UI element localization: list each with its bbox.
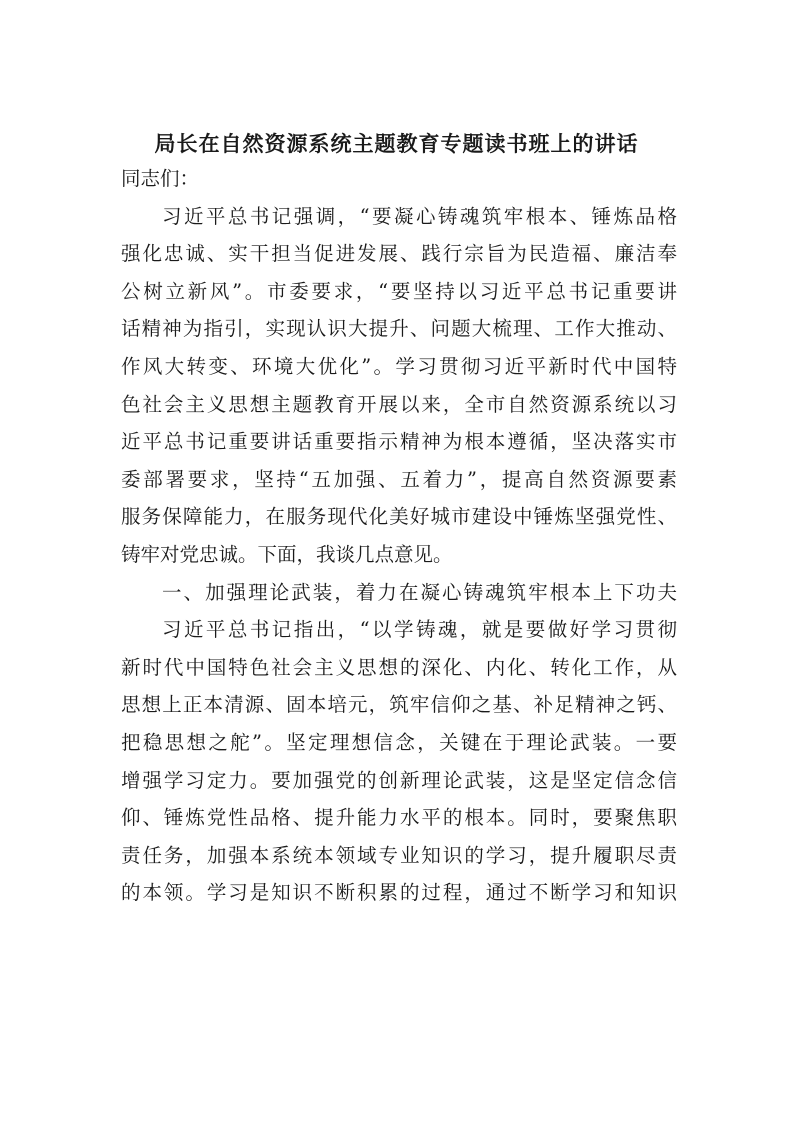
body-line: 把稳思想之舵”。坚定理想信念，关键在于理论武装。一要	[121, 730, 677, 754]
document-title: 局长在自然资源系统主题教育专题读书班上的讲话	[154, 131, 639, 156]
body-line: 公树立新风”。市委要求，“要坚持以习近平总书记重要讲	[121, 279, 677, 303]
body-line: 强化忠诚、实干担当促进发展、践行宗旨为民造福、廉洁奉	[121, 242, 677, 266]
body-line: 近平总书记重要讲话重要指示精神为根本遵循，坚决落实市	[121, 430, 677, 454]
body-line: 色社会主义思想主题教育开展以来，全市自然资源系统以习	[121, 392, 677, 416]
body-line: 同志们：	[121, 167, 200, 190]
document-body	[121, 160, 677, 912]
body-line: 话精神为指引，实现认识大提升、问题大梳理、工作大推动、	[121, 317, 677, 341]
body-line: 习近平总书记指出，“以学铸魂，就是要做好学习贯彻	[162, 618, 677, 642]
body-line: 仰、锤炼党性品格、提升能力水平的根本。同时，要聚焦职	[121, 806, 677, 830]
body-line: 责任务，加强本系统本领域专业知识的学习，提升履职尽责	[121, 843, 677, 867]
body-line: 一、加强理论武装，着力在凝心铸魂筑牢根本上下功夫	[162, 580, 677, 604]
body-line: 思想上正本清源、固本培元，筑牢信仰之基、补足精神之钙、	[121, 693, 677, 717]
body-line: 服务保障能力，在服务现代化美好城市建设中锤炼坚强党性、	[121, 505, 677, 529]
body-line: 委部署要求，坚持“五加强、五着力”，提高自然资源要素	[121, 467, 677, 491]
body-line: 作风大转变、环境大优化”。学习贯彻习近平新时代中国特	[121, 354, 677, 378]
body-line: 增强学习定力。要加强党的创新理论武装，这是坚定信念信	[121, 768, 677, 792]
body-line: 铸牢对党忠诚。下面，我谈几点意见。	[121, 542, 453, 566]
body-line: 的本领。学习是知识不断积累的过程，通过不断学习和知识	[121, 881, 677, 905]
body-line: 新时代中国特色社会主义思想的深化、内化、转化工作，从	[121, 655, 677, 679]
body-line: 习近平总书记强调，“要凝心铸魂筑牢根本、锤炼品格	[162, 204, 677, 228]
